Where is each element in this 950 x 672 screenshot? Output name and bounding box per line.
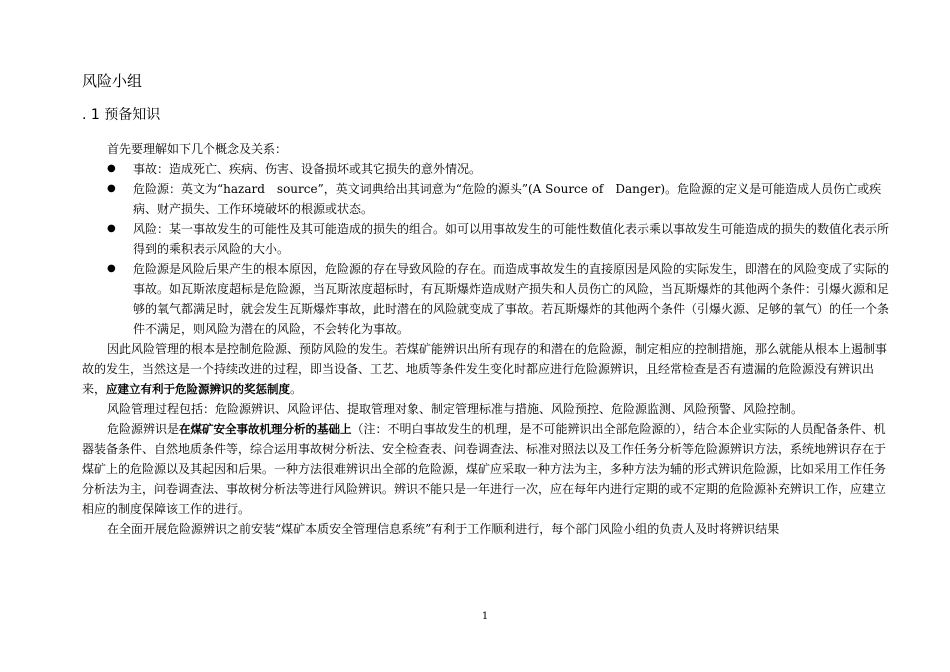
paragraph-end: 。 xyxy=(290,382,303,396)
emphasis-text: 应建立有利于危险源辨识的奖惩制度 xyxy=(106,382,291,396)
paragraph-process: 风险管理过程包括：危险源辨识、风险评估、提取管理对象、制定管理标准与措施、风险预控、危险源监测、风险预警、风险控制。 xyxy=(107,402,804,416)
paragraph-text: （注：不明白事故发生的机理，是不可能辨识出全部危险源的），结合本企业实际的人员配备条件、机器装备条件、自然地质条件等，综合运用事故树分析法、安全检查表、问卷调查法、标准对照法以及工作任务分析等危险源辨识方法，系统地辨识存在于煤矿上的危险源以及其起因和后果。一种方法很难辨识出全部的危险源，煤矿应采取一种方法为主，多种方法为辅的形式辨识危险源，比如采用工作任务分析法为主，问卷调查法、事故树分析法等进行风险辨识。辨识不能只是一年进行一次，应在每年内进行定期的或不定期的危险源补充辨识工作，应建立相应的制度保障该工作的进行。 xyxy=(82,422,887,516)
list-item: ● 危险源是风险后果产生的根本原因，危险源的存在导致风险的存在。而造成事故发生的直接原因是风险的实际发生，即潜在的风险变成了实际的事故。如瓦斯浓度超标是危险源，当瓦斯浓度超标时，有瓦斯爆炸造成财产损失和人员伤亡的风险，当瓦斯爆炸的其他两个条件：引爆火源和足够的氧气都满足时，就会发生瓦斯爆炸事故，此时潜在的风险就变成了事故。若瓦斯爆炸的其他两个条件（引爆火源、足够的氧气）的任一个条件不满足，则风险为潜在的风险，不会转化为事故。 xyxy=(82,259,890,339)
list-item: ● 危险源：英文为“hazard source”，英文词典给出其词意为“危险的源头”(A Source of Danger)。危险源的定义是可能造成人员伤亡或疾病、财产损失、工作环境破坏的根源或状态。 xyxy=(82,179,890,219)
list-item: ● 事故：造成死亡、疾病、伤害、设备损坏或其它损失的意外情况。 xyxy=(82,159,890,179)
paragraph-start: 危险源辨识是 xyxy=(107,422,180,436)
emphasis-text: 在煤矿安全事故机理分析的基础上 xyxy=(179,422,352,436)
paragraph-hazard-identification xyxy=(82,419,890,519)
document-title: 风险小组 xyxy=(82,72,143,90)
concept-list xyxy=(82,159,890,339)
intro-line: 首先要理解如下几个概念及关系： xyxy=(107,142,288,156)
paragraph-system-install: 在全面开展危险源辨识之前安装“煤矿本质安全管理信息系统”有利于工作顺利进行，每个部门风险小组的负责人及时将辨识结果 xyxy=(107,522,780,536)
list-item: ● 风险：某一事故发生的可能性及其可能造成的损失的组合。如可以用事故发生的可能性数值化表示乘以事故发生可能造成的损失的数值化表示所得到的乘积表示风险的大小。 xyxy=(82,219,890,259)
paragraph-text: 因此风险管理的根本是控制危险源、预防风险的发生。若煤矿能辨识出所有现存的和潜在的危险源，制定相应的控制措施，那么就能从根本上遏制事故的发生，当然这是一个持续改进的过程，即当设备、工艺、地质等条件发生变化时都应进行危险源辨识，且经常检查是否有遗漏的危险源没有辨识出来， xyxy=(82,342,888,396)
page-number: 1 xyxy=(481,611,489,622)
section-heading: . 1 预备知识 xyxy=(82,107,161,123)
document-body xyxy=(82,139,890,539)
paragraph-risk-management xyxy=(82,339,890,399)
